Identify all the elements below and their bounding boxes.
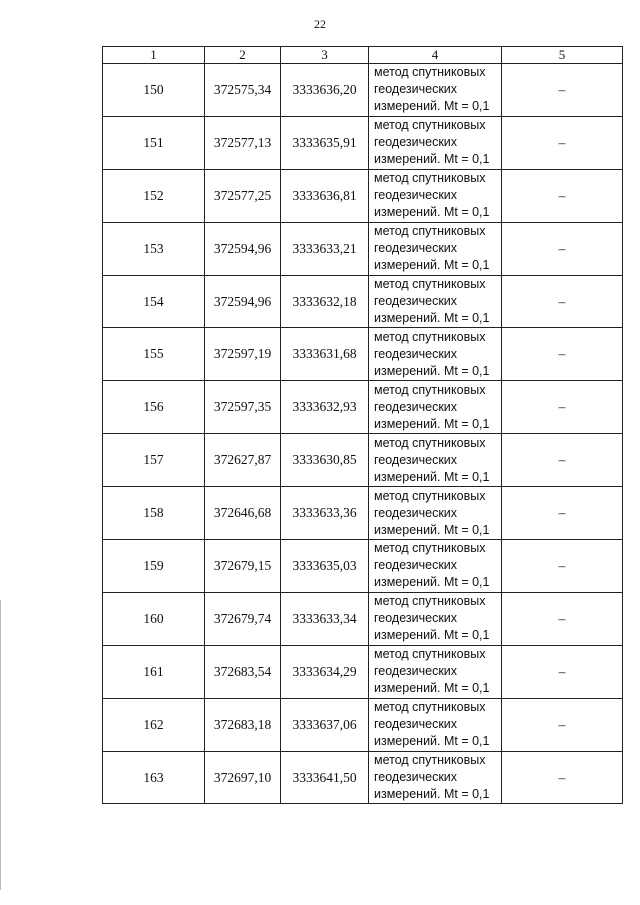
method-line: метод спутниковых [374,277,486,291]
coordinate-y: 3333636,20 [281,64,369,117]
method-line: метод спутниковых [374,118,486,133]
point-number: 160 [103,592,205,645]
method-description [369,487,502,540]
note-dash: – [502,540,623,593]
coordinate-y: 3333633,34 [281,592,369,645]
method-line: метод спутниковых [374,382,486,397]
note-dash: – [502,169,623,222]
method-line: геодезических [374,717,458,732]
method-line: геодезических [374,558,458,573]
table-row [103,116,623,169]
note-dash: – [502,645,623,698]
coordinate-x: 372597,19 [205,328,281,381]
coordinate-y: 3333630,85 [281,434,369,487]
note-dash: – [502,275,623,328]
page-number: 22 [314,17,326,31]
method-line: геодезических [374,294,458,308]
method-line: геодезических [374,135,458,150]
method-line: геодезических [374,770,458,785]
point-number: 163 [103,751,205,804]
method-description [369,116,502,169]
scan-margin-line [0,600,1,890]
method-description [369,645,502,698]
method-line: геодезических [374,82,458,97]
method-line: измерений. Mt = 0,1 [374,575,490,590]
table-row [103,487,623,540]
table-row [103,169,623,222]
method-description [369,328,502,381]
method-line: метод спутниковых [374,594,486,609]
method-description [369,381,502,434]
coordinate-x: 372594,96 [205,275,281,328]
method-description [369,64,502,117]
note-dash: – [502,64,623,117]
column-header: 3 [281,47,369,64]
method-line: геодезических [374,399,458,414]
table-row [103,381,623,434]
coordinate-x: 372577,13 [205,116,281,169]
method-line: геодезических [374,664,458,679]
method-line: измерений. Mt = 0,1 [374,416,490,431]
point-number: 158 [103,487,205,540]
method-line: измерений. Mt = 0,1 [374,681,490,696]
point-number: 159 [103,540,205,593]
method-line: метод спутниковых [374,541,486,556]
method-line: метод спутниковых [374,435,486,450]
coordinate-x: 372683,18 [205,698,281,751]
coordinate-x: 372646,68 [205,487,281,540]
table-row [103,592,623,645]
coordinate-x: 372597,35 [205,381,281,434]
method-line: геодезических [374,452,458,467]
note-dash: – [502,328,623,381]
method-line: метод спутниковых [374,753,486,768]
coordinate-x: 372577,25 [205,169,281,222]
coordinate-x: 372683,54 [205,645,281,698]
method-description [369,540,502,593]
coordinate-x: 372679,74 [205,592,281,645]
note-dash: – [502,116,623,169]
coordinate-y: 3333633,21 [281,222,369,275]
column-header: 1 [103,47,205,64]
note-dash: – [502,592,623,645]
table-row [103,540,623,593]
table-body [103,64,623,804]
coordinate-y: 3333641,50 [281,751,369,804]
note-dash: – [502,381,623,434]
method-description [369,751,502,804]
coordinate-x: 372697,10 [205,751,281,804]
table-row [103,328,623,381]
point-number: 156 [103,381,205,434]
note-dash: – [502,698,623,751]
point-number: 151 [103,116,205,169]
coordinate-y: 3333632,93 [281,381,369,434]
method-line: измерений. Mt = 0,1 [374,363,490,378]
table-row [103,698,623,751]
point-number: 162 [103,698,205,751]
method-line: измерений. Mt = 0,1 [374,311,490,325]
coordinate-y: 3333635,91 [281,116,369,169]
method-line: метод спутниковых [374,329,486,344]
coordinate-y: 3333637,06 [281,698,369,751]
method-line: метод спутниковых [374,224,486,239]
method-line: измерений. Mt = 0,1 [374,205,490,220]
point-number: 155 [103,328,205,381]
method-description [369,592,502,645]
method-description [369,275,502,328]
coordinate-y: 3333633,36 [281,487,369,540]
point-number: 161 [103,645,205,698]
coordinate-y: 3333635,03 [281,540,369,593]
coordinate-y: 3333631,68 [281,328,369,381]
method-line: метод спутниковых [374,647,486,662]
column-header: 5 [502,47,623,64]
note-dash: – [502,222,623,275]
method-line: измерений. Mt = 0,1 [374,152,490,167]
coordinates-table [102,46,623,804]
table-row [103,645,623,698]
column-header: 2 [205,47,281,64]
method-line: измерений. Mt = 0,1 [374,99,490,114]
column-header: 4 [369,47,502,64]
method-line: геодезических [374,188,458,203]
point-number: 157 [103,434,205,487]
method-line: метод спутниковых [374,65,486,80]
table-row [103,434,623,487]
note-dash: – [502,434,623,487]
method-line: измерений. Mt = 0,1 [374,522,490,537]
note-dash: – [502,487,623,540]
method-line: измерений. Mt = 0,1 [374,258,490,273]
coordinate-x: 372627,87 [205,434,281,487]
method-description [369,169,502,222]
coordinate-x: 372594,96 [205,222,281,275]
method-line: измерений. Mt = 0,1 [374,787,490,802]
coordinate-y: 3333636,81 [281,169,369,222]
method-line: геодезических [374,241,458,256]
method-line: измерений. Mt = 0,1 [374,469,490,484]
table-header-row [103,47,623,64]
method-description [369,222,502,275]
table-row [103,751,623,804]
method-line: метод спутниковых [374,700,486,715]
table-row [103,275,623,328]
point-number: 154 [103,275,205,328]
method-line: геодезических [374,611,458,626]
method-line: измерений. Mt = 0,1 [374,628,490,643]
method-line: метод спутниковых [374,171,486,186]
method-line: геодезических [374,346,458,361]
note-dash: – [502,751,623,804]
method-line: измерений. Mt = 0,1 [374,734,490,749]
coordinate-y: 3333634,29 [281,645,369,698]
method-description [369,698,502,751]
coordinate-y: 3333632,18 [281,275,369,328]
point-number: 150 [103,64,205,117]
point-number: 152 [103,169,205,222]
method-line: метод спутниковых [374,488,486,503]
table-row [103,222,623,275]
table-row [103,64,623,117]
method-description [369,434,502,487]
coordinate-x: 372679,15 [205,540,281,593]
point-number: 153 [103,222,205,275]
method-line: геодезических [374,505,458,520]
coordinate-x: 372575,34 [205,64,281,117]
